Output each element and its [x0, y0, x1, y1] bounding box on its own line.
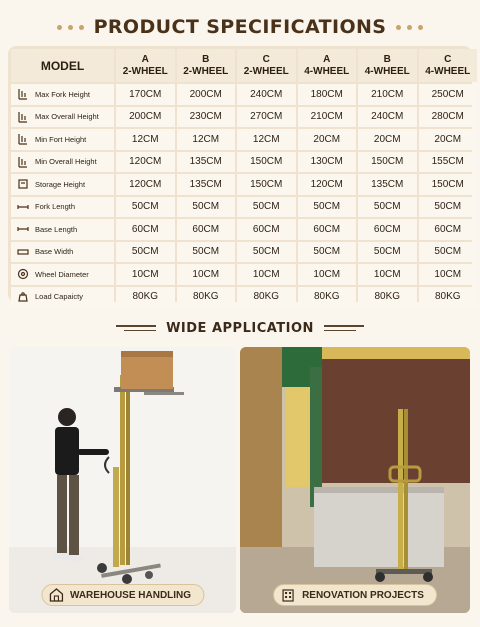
model-header: MODEL — [11, 49, 114, 82]
spec-label-text: Storage Height — [35, 179, 86, 189]
spec-row-label — [11, 287, 114, 308]
spec-value-cell: 50CM — [116, 242, 175, 263]
spec-value-cell: 135CM — [177, 174, 236, 195]
spec-value-cell: 10CM — [298, 264, 357, 285]
spec-value-cell: 50CM — [177, 242, 236, 263]
storage-height-icon — [17, 178, 29, 190]
spec-value-cell: 150CM — [237, 174, 296, 195]
spec-value-cell: 180CM — [298, 84, 357, 105]
spec-value-cell: 80KG — [237, 287, 296, 308]
model-wheel-type: 2-WHEEL — [183, 65, 229, 77]
min-fork-height-icon — [17, 133, 29, 145]
spec-value-cell: 20CM — [419, 129, 478, 150]
spec-value-cell: 240CM — [237, 84, 296, 105]
spec-value-cell: 150CM — [419, 174, 478, 195]
spec-value-cell: 135CM — [358, 174, 417, 195]
spec-value-cell: 120CM — [116, 174, 175, 195]
spec-label-text: Wheel Diameter — [35, 269, 89, 279]
min-overall-height-icon — [17, 156, 29, 168]
spec-value-cell: 50CM — [419, 197, 478, 218]
spec-value-cell: 10CM — [358, 264, 417, 285]
warehouse-caption — [41, 584, 204, 606]
model-wheel-type: 2-WHEEL — [122, 65, 168, 77]
spec-value-cell: 200CM — [177, 84, 236, 105]
spec-value-cell: 170CM — [116, 84, 175, 105]
spec-value-cell: 50CM — [237, 242, 296, 263]
spec-row-label — [11, 242, 114, 263]
wide-application-title: WIDE APPLICATION — [166, 320, 314, 336]
spec-value-cell: 240CM — [358, 107, 417, 128]
divider-left — [116, 325, 156, 331]
spec-row-label — [11, 152, 114, 173]
spec-row-label — [11, 264, 114, 285]
warehouse-caption-text: WAREHOUSE HANDLING — [69, 589, 192, 601]
spec-value-cell: 50CM — [237, 197, 296, 218]
decorative-dots-right — [396, 25, 423, 30]
spec-value-cell: 80KG — [177, 287, 236, 308]
spec-value-cell: 10CM — [116, 264, 175, 285]
spec-label-text: Max Fork Height — [35, 89, 91, 99]
spec-value-cell: 210CM — [298, 107, 357, 128]
spec-value-cell: 250CM — [419, 84, 478, 105]
spec-value-cell: 130CM — [298, 152, 357, 173]
spec-value-cell: 200CM — [116, 107, 175, 128]
spec-value-cell: 150CM — [237, 152, 296, 173]
spec-value-cell: 12CM — [177, 129, 236, 150]
renovation-caption — [273, 584, 437, 606]
spec-value-cell: 50CM — [177, 197, 236, 218]
model-column-header — [419, 49, 478, 82]
spec-value-cell: 270CM — [237, 107, 296, 128]
spec-label-text: Base Width — [35, 247, 74, 257]
spec-value-cell: 60CM — [419, 219, 478, 240]
model-column-header — [298, 49, 357, 82]
spec-value-cell: 80KG — [116, 287, 175, 308]
model-letter: C — [262, 53, 270, 65]
spec-value-cell: 210CM — [358, 84, 417, 105]
spec-value-cell: 60CM — [237, 219, 296, 240]
spec-label-text: Min Fort Height — [35, 134, 87, 144]
max-overall-height-icon — [17, 111, 29, 123]
model-column-header — [358, 49, 417, 82]
spec-value-cell: 155CM — [419, 152, 478, 173]
model-wheel-type: 4-WHEEL — [304, 65, 350, 77]
spec-row-label — [11, 84, 114, 105]
renovation-photo — [240, 347, 470, 613]
model-column-header — [177, 49, 236, 82]
model-letter: A — [141, 53, 149, 65]
spec-value-cell: 10CM — [237, 264, 296, 285]
spec-value-cell: 280CM — [419, 107, 478, 128]
renovation-caption-text: RENOVATION PROJECTS — [302, 589, 424, 601]
spec-value-cell: 50CM — [298, 197, 357, 218]
spec-value-cell: 10CM — [419, 264, 478, 285]
fork-length-icon — [17, 201, 29, 213]
model-letter: C — [444, 53, 452, 65]
spec-value-cell: 80KG — [358, 287, 417, 308]
spec-value-cell: 50CM — [419, 242, 478, 263]
spec-label-text: Max Overall Height — [35, 112, 99, 122]
header — [0, 12, 480, 42]
spec-value-cell: 150CM — [358, 152, 417, 173]
load-capacity-icon — [17, 291, 29, 303]
spec-label-text: Base Length — [35, 224, 78, 234]
spec-value-cell: 50CM — [116, 197, 175, 218]
spec-value-cell: 20CM — [298, 129, 357, 150]
warehouse-icon — [48, 587, 64, 603]
divider-right — [324, 325, 364, 331]
model-wheel-type: 4-WHEEL — [425, 65, 471, 77]
base-width-icon — [17, 246, 29, 258]
max-fork-height-icon — [17, 88, 29, 100]
spec-value-cell: 50CM — [358, 242, 417, 263]
renovation-illustration — [240, 347, 470, 613]
wide-application-header — [0, 317, 480, 339]
spec-value-cell: 60CM — [177, 219, 236, 240]
spec-value-cell: 50CM — [358, 197, 417, 218]
specifications-table — [8, 46, 472, 302]
wheel-diameter-icon — [17, 268, 29, 280]
spec-value-cell: 12CM — [116, 129, 175, 150]
spec-value-cell: 80KG — [419, 287, 478, 308]
spec-value-cell: 20CM — [358, 129, 417, 150]
model-wheel-type: 2-WHEEL — [243, 65, 289, 77]
spec-value-cell: 120CM — [116, 152, 175, 173]
spec-label-text: Load Capaicty — [35, 292, 83, 302]
spec-value-cell: 50CM — [298, 242, 357, 263]
base-length-icon — [17, 223, 29, 235]
spec-grid — [11, 49, 471, 303]
spec-row-label — [11, 129, 114, 150]
spec-value-cell: 120CM — [298, 174, 357, 195]
warehouse-photo — [9, 347, 236, 613]
spec-value-cell: 135CM — [177, 152, 236, 173]
spec-value-cell: 60CM — [298, 219, 357, 240]
spec-label-text: Min Overall Height — [35, 157, 97, 167]
building-icon — [280, 587, 296, 603]
spec-label-text: Fork Length — [35, 202, 76, 212]
warehouse-illustration — [9, 347, 236, 613]
spec-value-cell: 230CM — [177, 107, 236, 128]
model-letter: A — [323, 53, 331, 65]
model-letter: B — [383, 53, 391, 65]
spec-value-cell: 12CM — [237, 129, 296, 150]
spec-row-label — [11, 107, 114, 128]
model-column-header — [116, 49, 175, 82]
model-column-header — [237, 49, 296, 82]
decorative-dots-left — [57, 25, 84, 30]
spec-row-label — [11, 174, 114, 195]
page-title: PRODUCT SPECIFICATIONS — [93, 16, 387, 38]
spec-value-cell: 60CM — [116, 219, 175, 240]
model-wheel-type: 4-WHEEL — [364, 65, 410, 77]
model-letter: B — [202, 53, 210, 65]
spec-row-label — [11, 219, 114, 240]
spec-value-cell: 80KG — [298, 287, 357, 308]
spec-row-label — [11, 197, 114, 218]
spec-value-cell: 60CM — [358, 219, 417, 240]
spec-value-cell: 10CM — [177, 264, 236, 285]
